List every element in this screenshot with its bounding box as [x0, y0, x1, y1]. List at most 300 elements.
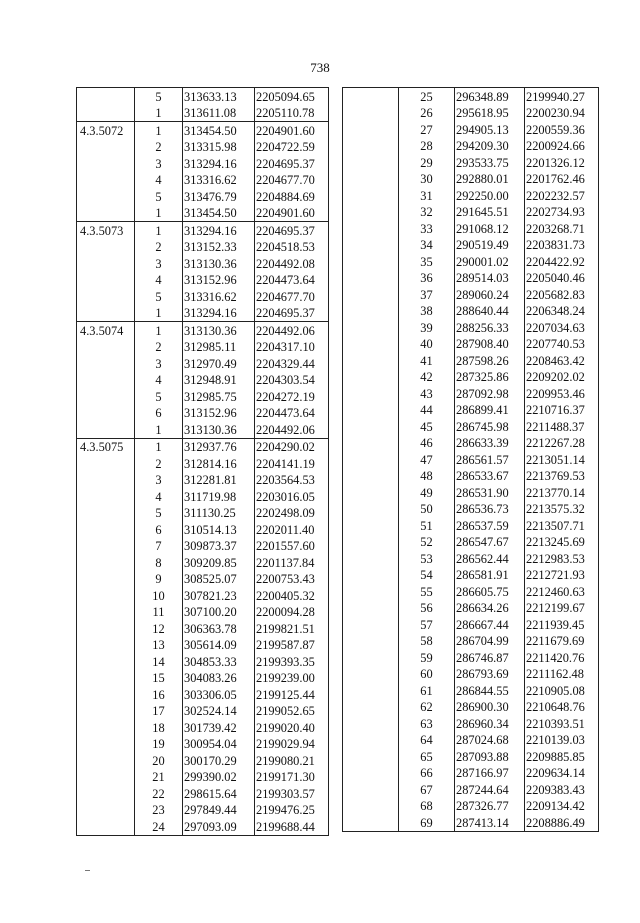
y-coordinate-cell: 2204884.69	[255, 188, 329, 205]
table-row	[343, 220, 599, 237]
point-number-cell: 46	[399, 435, 455, 452]
table-row	[343, 699, 599, 716]
y-coordinate-cell: 2212460.63	[525, 583, 599, 600]
group-id-cell	[343, 121, 399, 138]
group-id-cell	[343, 154, 399, 171]
y-coordinate-cell: 2204272.19	[255, 388, 329, 405]
x-coordinate-cell: 291645.51	[455, 204, 525, 221]
point-number-cell: 3	[135, 255, 183, 272]
point-number-cell: 29	[399, 154, 455, 171]
point-number-cell: 65	[399, 748, 455, 765]
point-number-cell: 1	[135, 438, 183, 455]
group-id-cell	[77, 703, 135, 720]
point-number-cell: 54	[399, 567, 455, 584]
group-id-cell	[77, 355, 135, 372]
y-coordinate-cell: 2202011.40	[255, 521, 329, 538]
point-number-cell: 4	[135, 488, 183, 505]
x-coordinate-cell: 286900.30	[455, 699, 525, 716]
group-id-cell	[77, 538, 135, 555]
y-coordinate-cell: 2204492.08	[255, 255, 329, 272]
group-id-cell	[343, 732, 399, 749]
group-id-cell	[77, 736, 135, 753]
x-coordinate-cell: 307100.20	[183, 604, 255, 621]
point-number-cell: 1	[135, 322, 183, 339]
x-coordinate-cell: 313611.08	[183, 105, 255, 122]
group-id-cell	[77, 455, 135, 472]
group-id-cell	[77, 604, 135, 621]
point-number-cell: 44	[399, 402, 455, 419]
group-id-cell	[343, 600, 399, 617]
table-row	[343, 121, 599, 138]
point-number-cell: 11	[135, 604, 183, 621]
point-number-cell: 3	[135, 472, 183, 489]
point-number-cell: 3	[135, 355, 183, 372]
point-number-cell: 5	[135, 288, 183, 305]
x-coordinate-cell: 288640.44	[455, 303, 525, 320]
y-coordinate-cell: 2199476.25	[255, 802, 329, 819]
point-number-cell: 30	[399, 171, 455, 188]
table-row	[77, 637, 329, 654]
y-coordinate-cell: 2199020.40	[255, 719, 329, 736]
point-number-cell: 63	[399, 715, 455, 732]
y-coordinate-cell: 2199125.44	[255, 686, 329, 703]
group-id-cell	[77, 686, 135, 703]
point-number-cell: 4	[135, 172, 183, 189]
y-coordinate-cell: 2203831.73	[525, 237, 599, 254]
table-row	[77, 472, 329, 489]
group-id-cell	[343, 468, 399, 485]
y-coordinate-cell: 2199587.87	[255, 637, 329, 654]
y-coordinate-cell: 2204141.19	[255, 455, 329, 472]
point-number-cell: 58	[399, 633, 455, 650]
x-coordinate-cell: 298615.64	[183, 785, 255, 802]
group-id-cell	[77, 421, 135, 438]
x-coordinate-cell: 286605.75	[455, 583, 525, 600]
point-number-cell: 1	[135, 122, 183, 139]
y-coordinate-cell: 2204303.54	[255, 372, 329, 389]
x-coordinate-cell: 312970.49	[183, 355, 255, 372]
group-id-cell	[77, 802, 135, 819]
group-id-cell: 4.3.5074	[77, 322, 135, 339]
point-number-cell: 43	[399, 385, 455, 402]
point-number-cell: 5	[135, 505, 183, 522]
x-coordinate-cell: 287908.40	[455, 336, 525, 353]
point-number-cell: 4	[135, 272, 183, 289]
group-id-cell: 4.3.5072	[77, 122, 135, 139]
group-id-cell	[343, 567, 399, 584]
table-row	[343, 352, 599, 369]
table-row	[77, 505, 329, 522]
x-coordinate-cell: 313294.16	[183, 222, 255, 239]
table-row	[77, 339, 329, 356]
y-coordinate-cell: 2204290.02	[255, 438, 329, 455]
point-number-cell: 51	[399, 517, 455, 534]
x-coordinate-cell: 296348.89	[455, 88, 525, 105]
table-row	[77, 272, 329, 289]
group-id-cell	[77, 521, 135, 538]
table-row	[77, 653, 329, 670]
y-coordinate-cell: 2201762.46	[525, 171, 599, 188]
x-coordinate-cell: 312948.91	[183, 372, 255, 389]
table-row	[343, 402, 599, 419]
group-id-cell	[343, 814, 399, 831]
table-row	[77, 222, 329, 239]
table-row	[77, 686, 329, 703]
table-row	[77, 372, 329, 389]
table-row	[343, 88, 599, 105]
table-row	[343, 732, 599, 749]
group-id-cell	[77, 239, 135, 256]
point-number-cell: 61	[399, 682, 455, 699]
table-row	[343, 270, 599, 287]
table-row	[77, 122, 329, 139]
group-id-cell	[77, 472, 135, 489]
table-row	[77, 172, 329, 189]
table-row	[343, 781, 599, 798]
group-id-cell	[77, 155, 135, 172]
group-id-cell	[77, 305, 135, 322]
table-row	[343, 171, 599, 188]
table-row	[343, 649, 599, 666]
point-number-cell: 2	[135, 455, 183, 472]
table-row	[343, 501, 599, 518]
point-number-cell: 1	[135, 421, 183, 438]
y-coordinate-cell: 2208886.49	[525, 814, 599, 831]
point-number-cell: 60	[399, 666, 455, 683]
table-row	[343, 534, 599, 551]
group-id-cell	[343, 270, 399, 287]
y-coordinate-cell: 2204518.53	[255, 239, 329, 256]
x-coordinate-cell: 309873.37	[183, 538, 255, 555]
group-id-cell	[77, 769, 135, 786]
group-id-cell	[77, 339, 135, 356]
table-row	[343, 237, 599, 254]
table-row	[77, 521, 329, 538]
y-coordinate-cell: 2203564.53	[255, 472, 329, 489]
table-row	[343, 105, 599, 122]
group-id-cell	[77, 205, 135, 222]
x-coordinate-cell: 307821.23	[183, 587, 255, 604]
y-coordinate-cell: 2212983.53	[525, 550, 599, 567]
point-number-cell: 57	[399, 616, 455, 633]
table-row	[77, 703, 329, 720]
y-coordinate-cell: 2213507.71	[525, 517, 599, 534]
table-row	[77, 604, 329, 621]
y-coordinate-cell: 2202498.09	[255, 505, 329, 522]
group-id-cell	[77, 620, 135, 637]
point-number-cell: 34	[399, 237, 455, 254]
table-row	[77, 785, 329, 802]
table-row	[77, 105, 329, 122]
point-number-cell: 48	[399, 468, 455, 485]
x-coordinate-cell: 313316.62	[183, 172, 255, 189]
x-coordinate-cell: 297093.09	[183, 818, 255, 835]
table-row	[77, 139, 329, 156]
table-row	[343, 451, 599, 468]
y-coordinate-cell: 2200753.43	[255, 571, 329, 588]
y-coordinate-cell: 2203268.71	[525, 220, 599, 237]
table-row	[77, 802, 329, 819]
x-coordinate-cell: 293533.75	[455, 154, 525, 171]
point-number-cell: 66	[399, 765, 455, 782]
y-coordinate-cell: 2199171.30	[255, 769, 329, 786]
group-id-cell	[77, 785, 135, 802]
point-number-cell: 56	[399, 600, 455, 617]
point-number-cell: 4	[135, 372, 183, 389]
y-coordinate-cell: 2200924.66	[525, 138, 599, 155]
table-row	[77, 188, 329, 205]
table-row	[77, 405, 329, 422]
y-coordinate-cell: 2209383.43	[525, 781, 599, 798]
point-number-cell: 67	[399, 781, 455, 798]
x-coordinate-cell: 313130.36	[183, 421, 255, 438]
x-coordinate-cell: 287024.68	[455, 732, 525, 749]
x-coordinate-cell: 286704.99	[455, 633, 525, 650]
group-id-cell	[343, 748, 399, 765]
point-number-cell: 69	[399, 814, 455, 831]
point-number-cell: 7	[135, 538, 183, 555]
x-coordinate-cell: 313294.16	[183, 155, 255, 172]
y-coordinate-cell: 2200094.28	[255, 604, 329, 621]
point-number-cell: 19	[135, 736, 183, 753]
y-coordinate-cell: 2199940.27	[525, 88, 599, 105]
group-id-cell	[77, 571, 135, 588]
y-coordinate-cell: 2204317.10	[255, 339, 329, 356]
y-coordinate-cell: 2210716.37	[525, 402, 599, 419]
point-number-cell: 9	[135, 571, 183, 588]
group-id-cell	[343, 534, 399, 551]
table-row	[77, 388, 329, 405]
x-coordinate-cell: 312985.11	[183, 339, 255, 356]
y-coordinate-cell: 2199303.57	[255, 785, 329, 802]
table-row	[77, 155, 329, 172]
group-id-cell	[343, 369, 399, 386]
table-row	[343, 418, 599, 435]
x-coordinate-cell: 287413.14	[455, 814, 525, 831]
point-number-cell: 31	[399, 187, 455, 204]
x-coordinate-cell: 287598.26	[455, 352, 525, 369]
point-number-cell: 68	[399, 798, 455, 815]
group-id-cell	[343, 616, 399, 633]
table-row	[343, 187, 599, 204]
table-row	[77, 587, 329, 604]
x-coordinate-cell: 304853.33	[183, 653, 255, 670]
group-id-cell	[343, 220, 399, 237]
y-coordinate-cell: 2201137.84	[255, 554, 329, 571]
x-coordinate-cell: 313315.98	[183, 139, 255, 156]
x-coordinate-cell: 287326.77	[455, 798, 525, 815]
group-id-cell	[77, 587, 135, 604]
y-coordinate-cell: 2205040.46	[525, 270, 599, 287]
y-coordinate-cell: 2209134.42	[525, 798, 599, 815]
coordinates-table-left	[76, 87, 329, 836]
point-number-cell: 15	[135, 670, 183, 687]
x-coordinate-cell: 286633.39	[455, 435, 525, 452]
table-row	[343, 600, 599, 617]
y-coordinate-cell: 2211420.76	[525, 649, 599, 666]
point-number-cell: 25	[399, 88, 455, 105]
y-coordinate-cell: 2208463.42	[525, 352, 599, 369]
table-row	[77, 620, 329, 637]
y-coordinate-cell: 2204901.60	[255, 205, 329, 222]
x-coordinate-cell: 286634.26	[455, 600, 525, 617]
table-row	[343, 517, 599, 534]
y-coordinate-cell: 2204422.92	[525, 253, 599, 270]
x-coordinate-cell: 313476.79	[183, 188, 255, 205]
group-id-cell	[343, 105, 399, 122]
point-number-cell: 42	[399, 369, 455, 386]
table-row	[77, 670, 329, 687]
group-id-cell	[77, 272, 135, 289]
x-coordinate-cell: 286562.44	[455, 550, 525, 567]
group-id-cell	[77, 554, 135, 571]
table-row	[77, 571, 329, 588]
table-row	[343, 369, 599, 386]
y-coordinate-cell: 2209953.46	[525, 385, 599, 402]
point-number-cell: 1	[135, 205, 183, 222]
y-coordinate-cell: 2204695.37	[255, 222, 329, 239]
group-id-cell	[343, 418, 399, 435]
group-id-cell	[343, 633, 399, 650]
group-id-cell	[343, 385, 399, 402]
group-id-cell: 4.3.5075	[77, 438, 135, 455]
point-number-cell: 1	[135, 305, 183, 322]
group-id-cell	[77, 372, 135, 389]
point-number-cell: 40	[399, 336, 455, 353]
table-row	[77, 719, 329, 736]
y-coordinate-cell: 2204901.60	[255, 122, 329, 139]
x-coordinate-cell: 287092.98	[455, 385, 525, 402]
y-coordinate-cell: 2200405.32	[255, 587, 329, 604]
y-coordinate-cell: 2211488.37	[525, 418, 599, 435]
x-coordinate-cell: 286960.34	[455, 715, 525, 732]
x-coordinate-cell: 294905.13	[455, 121, 525, 138]
x-coordinate-cell: 286537.59	[455, 517, 525, 534]
x-coordinate-cell: 286899.41	[455, 402, 525, 419]
table-row	[343, 319, 599, 336]
group-id-cell	[77, 255, 135, 272]
table-row	[343, 814, 599, 831]
group-id-cell	[343, 484, 399, 501]
group-id-cell	[77, 105, 135, 122]
x-coordinate-cell: 286745.98	[455, 418, 525, 435]
group-id-cell	[343, 204, 399, 221]
point-number-cell: 8	[135, 554, 183, 571]
x-coordinate-cell: 312814.16	[183, 455, 255, 472]
group-id-cell	[77, 818, 135, 835]
group-id-cell	[77, 752, 135, 769]
table-row	[77, 88, 329, 105]
group-id-cell	[343, 253, 399, 270]
x-coordinate-cell: 286581.91	[455, 567, 525, 584]
x-coordinate-cell: 301739.42	[183, 719, 255, 736]
y-coordinate-cell: 2199239.00	[255, 670, 329, 687]
y-coordinate-cell: 2205094.65	[255, 88, 329, 105]
x-coordinate-cell: 313152.33	[183, 239, 255, 256]
y-coordinate-cell: 2204473.64	[255, 272, 329, 289]
table-row	[343, 748, 599, 765]
x-coordinate-cell: 286547.67	[455, 534, 525, 551]
point-number-cell: 36	[399, 270, 455, 287]
point-number-cell: 62	[399, 699, 455, 716]
y-coordinate-cell: 2202232.57	[525, 187, 599, 204]
group-id-cell	[343, 435, 399, 452]
point-number-cell: 32	[399, 204, 455, 221]
point-number-cell: 6	[135, 405, 183, 422]
y-coordinate-cell: 2202734.93	[525, 204, 599, 221]
x-coordinate-cell: 286561.57	[455, 451, 525, 468]
y-coordinate-cell: 2201326.12	[525, 154, 599, 171]
y-coordinate-cell: 2205110.78	[255, 105, 329, 122]
point-number-cell: 45	[399, 418, 455, 435]
table-row	[77, 488, 329, 505]
x-coordinate-cell: 297849.44	[183, 802, 255, 819]
y-coordinate-cell: 2199821.51	[255, 620, 329, 637]
y-coordinate-cell: 2204722.59	[255, 139, 329, 156]
table-row	[343, 666, 599, 683]
table-row	[343, 138, 599, 155]
group-id-cell	[343, 517, 399, 534]
group-id-cell: 4.3.5073	[77, 222, 135, 239]
x-coordinate-cell: 303306.05	[183, 686, 255, 703]
table-row	[343, 798, 599, 815]
table-row	[77, 305, 329, 322]
point-number-cell: 18	[135, 719, 183, 736]
table-row	[343, 765, 599, 782]
table-row	[343, 616, 599, 633]
group-id-cell	[343, 303, 399, 320]
point-number-cell: 50	[399, 501, 455, 518]
y-coordinate-cell: 2209202.02	[525, 369, 599, 386]
x-coordinate-cell: 309209.85	[183, 554, 255, 571]
table-row	[77, 538, 329, 555]
y-coordinate-cell: 2200230.94	[525, 105, 599, 122]
x-coordinate-cell: 304083.26	[183, 670, 255, 687]
x-coordinate-cell: 286793.69	[455, 666, 525, 683]
group-id-cell	[343, 88, 399, 105]
point-number-cell: 28	[399, 138, 455, 155]
point-number-cell: 27	[399, 121, 455, 138]
x-coordinate-cell: 286536.73	[455, 501, 525, 518]
y-coordinate-cell: 2207740.53	[525, 336, 599, 353]
group-id-cell	[343, 765, 399, 782]
group-id-cell	[343, 402, 399, 419]
table-row	[77, 455, 329, 472]
y-coordinate-cell: 2209634.14	[525, 765, 599, 782]
y-coordinate-cell: 2212721.93	[525, 567, 599, 584]
group-id-cell	[343, 237, 399, 254]
group-id-cell	[343, 336, 399, 353]
table-row	[343, 385, 599, 402]
group-id-cell	[77, 653, 135, 670]
group-id-cell	[343, 682, 399, 699]
group-id-cell	[77, 139, 135, 156]
group-id-cell	[343, 583, 399, 600]
y-coordinate-cell: 2213051.14	[525, 451, 599, 468]
x-coordinate-cell: 287244.64	[455, 781, 525, 798]
point-number-cell: 2	[135, 239, 183, 256]
y-coordinate-cell: 2199080.21	[255, 752, 329, 769]
group-id-cell	[343, 138, 399, 155]
table-row	[343, 303, 599, 320]
x-coordinate-cell: 302524.14	[183, 703, 255, 720]
y-coordinate-cell: 2211939.45	[525, 616, 599, 633]
y-coordinate-cell: 2210648.76	[525, 699, 599, 716]
x-coordinate-cell: 300170.29	[183, 752, 255, 769]
x-coordinate-cell: 286746.87	[455, 649, 525, 666]
y-coordinate-cell: 2199688.44	[255, 818, 329, 835]
group-id-cell	[343, 451, 399, 468]
